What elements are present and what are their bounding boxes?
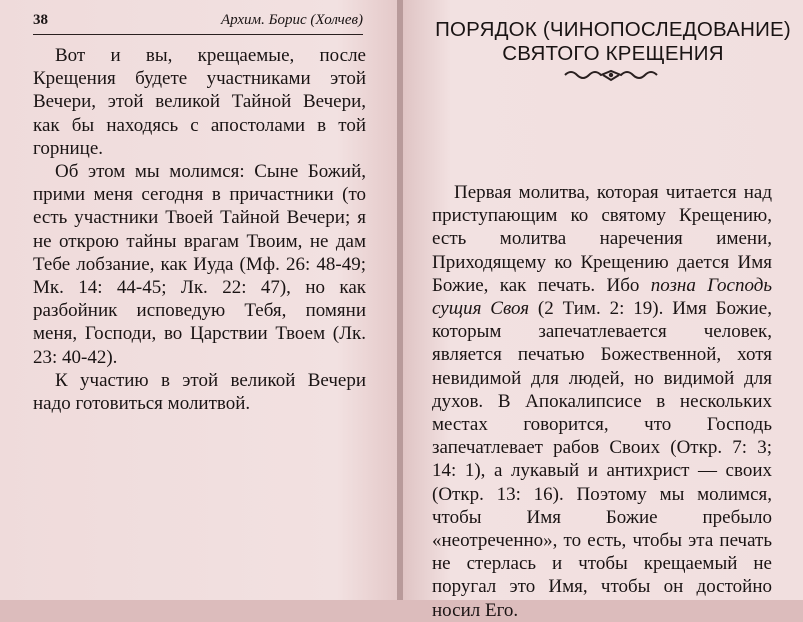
page-number: 38 xyxy=(33,12,48,28)
italic-quote: позна Господь сущия Своя xyxy=(432,274,772,320)
right-body-text xyxy=(432,181,772,622)
running-head: Архим. Борис (Холчев) xyxy=(221,12,363,28)
chapter-title-line: ПОРЯДОК (ЧИНОПОСЛЕДОВАНИЕ) xyxy=(435,18,791,41)
paragraph: Вот и вы, крещаемые, после Крещения будете участниками этой Вечери, этой великой Тайной Вечери, как бы находясь с апостолами в той горнице. xyxy=(33,45,366,159)
paragraph: Об этом мы молимся: Сыне Божий, прими меня сегодня в причастники (то есть участники Твоей Тайной Вечери; я не открою тайны врагам Твоим, не дам Тебе лобзание, как Иуда (Мф. 26: 48-49; Мк. 14: 44-45; Лк. 22: 47), но как разбойник исповедую Тебя, помяни меня, Господи, во Царствии Твоем (Лк. 23: 40-42). xyxy=(33,161,366,368)
left-body-text xyxy=(33,44,366,415)
chapter-title xyxy=(433,18,793,66)
chapter-title-line: СВЯТОГО КРЕЩЕНИЯ xyxy=(502,42,724,65)
ornament-divider-icon xyxy=(563,68,659,82)
paragraph: К участию в этой великой Вечери надо готовиться молитвой. xyxy=(33,369,366,415)
left-page xyxy=(0,0,397,600)
paragraph: Первая молитва, которая читается над приступающим ко святому Крещению, есть молитва наречения имени, Приходящему ко Крещению дается Имя Божие, как печать. Ибо позна Господь сущия Своя (2 Тим. 2: 19). Имя Божие, которым запечатлевается человек, является печатью Божественной, хотя невидимой для людей, но видимой для духов. В Апокалипсисе в нескольких местах говорится, что Господь запечатлевает рабов Своих (Откр. 7: 3; 14: 1), а лукавый и антихрист — своих (Откр. 13: 16). Поэтому мы молимся, чтобы Имя Божие пребыло «неотреченно», то есть, чтобы эта печать не стерлась и чтобы крещаемый не поругал это Имя, чтобы он достойно носил Его. xyxy=(432,182,772,621)
right-page xyxy=(403,0,803,621)
page-header xyxy=(33,10,363,35)
